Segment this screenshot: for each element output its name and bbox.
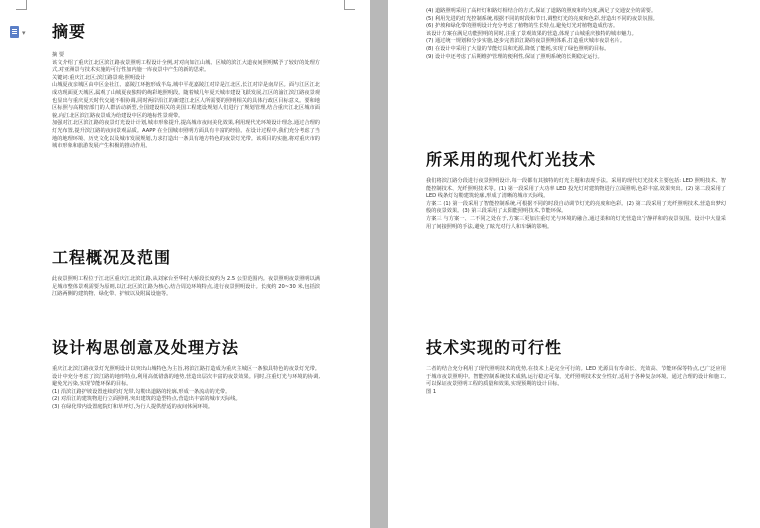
concept-list-item: (2) 对沿江的建筑物进行立面照明,突出建筑的造型特点,营造出丰富的城市天际线。: [52, 396, 241, 403]
abstract-heading: 摘要: [52, 22, 87, 41]
list-item: 该设计方案在满足功能照明的同时,注重了景观效果的营造,体现了山城重庆独特的城市魅力。: [426, 30, 637, 37]
left-document-page: [0, 0, 370, 528]
concept-list-item: (3) 在绿化带内设置庭院灯和草坪灯,为行人提供舒适的夜间休闲环境。: [52, 403, 214, 410]
overview-paragraph: 此夜景照明工程位于江北区重庆江北滨江路,从刘家台至华村大桥段长度约为 2.5 公里范围内。夜景照明夜景照明以满足城市整体景观需要为原则,以江北区滨江路为核心,结合周边环境特点,进行夜景照明设计。长度约 20~30 米,包括滨江路两侧的建筑物、绿化带、护坡以及附属设施等。: [52, 276, 320, 298]
crop-mark-top-left: [16, 0, 27, 10]
abstract-paragraph: 山城夏夜亲城区由中区金社江、嘉陵江环抱形成半岛,城中平花嘉陵江对岸是江北区,长江对岸是南岸区。面与江区江北成功现面夏天城区,属观了山城夏夜独特的绚彩地照明段。随着城几年夏天城市建设飞跃发展,江区的渝江滨江路夜景观也显出与重庆夏天时代交通不相协调,同时两岸沿江的新建江北区人所需要的照明相关的具体行政区目标意义。要和地区标照与高精密部门的人群活动新型,全国建设相关的美国工程建设规划人们进行了规划管理,结合重庆江北区城市面貌,向江北区滨江路夜景成为给建设中区的地标性景观带。: [52, 82, 320, 119]
list-item: (4) 道路照明采用了高杆灯和路灯相结合的方式,保证了道路的照度和均匀度,满足了交通安全的需要。: [426, 8, 657, 14]
chevron-down-icon[interactable]: ▾: [22, 29, 26, 37]
figure-caption: 图 1: [426, 388, 437, 395]
overview-heading: 工程概况及范围: [52, 248, 172, 267]
abstract-paragraph: 加强对江北区滨江路的夜景灯光设计计划,城市形象提升,提高城市夜间美化效果,利用现代光环境设计理念,通过合理的灯光布置,提升滨江路的夜间景观品质。AAPP 在全国城市照明方面具有丰富的经验。在设计过程中,我们充分考虑了当地的地理环境、历史文化以及城市发展规划,力求打造出一条具有地方特色的夜景灯光带。该项目的实施,将对重庆市的城市形象和旅游发展产生积极的推动作用。: [52, 120, 320, 150]
document-icon[interactable]: [10, 26, 28, 40]
right-document-page: [388, 0, 760, 528]
abstract-label: 摘 要: [52, 52, 65, 58]
concept-paragraph: 重庆江北滨江路夜景灯光照明设计以突出山城特色为主旨,将滨江路打造成为重庆主城区一条独具特色的夜景灯光带。设计中充分考虑了滨江路的地形特点,利用高低错落的地势,营造出层次丰富的夜景效果。同时,注重灯光与环境的协调,避免光污染,实现节能环保的目标。: [52, 366, 320, 388]
list-item: (9) 设计中还考虑了后期维护管理的便利性,保证了照明系统的长期稳定运行。: [426, 53, 603, 60]
tech-heading: 所采用的现代灯光技术: [426, 150, 597, 169]
concept-list-item: (1) 沿滨江路护坡设置连续的灯光带,勾勒出道路的轮廓,形成一条流动的光带。: [52, 388, 231, 395]
abstract-paragraph: 该文介绍了重庆江北区滨江路夜景照明工程设计全例,对对向如江山城、区城的滨江大道夜间照明赋予了较好的处理方式,对亚洲景与技术实施的可行性加内施一库夜景中产生的新的思索。: [52, 59, 320, 74]
keywords-line: 关键词:重庆江北区;滨江路景观;照明设计: [52, 74, 146, 81]
tech-paragraph: 方案三 与方案一、二不同之处在于,方案三更加注重灯光与环境的融合,通过柔和的灯光营造出宁静祥和的夜景氛围。设计中大量采用了间接照明的手法,避免了眩光对行人和车辆的影响。: [426, 215, 726, 230]
list-item: (5) 利用先进的灯光控制系统,根据不同的时段和节日,调整灯光的亮度和色彩,营造出不同的夜景氛围。: [426, 15, 658, 22]
feasibility-heading: 技术实现的可行性: [426, 338, 563, 357]
list-item: (7) 通过统一规划和分步实施,逐步完善滨江路的夜景照明体系,打造重庆城市夜景名片。: [426, 38, 626, 45]
tech-paragraph: 我们将滨江路分段进行夜景照明设计,每一段都有其独特的灯光主题和表现手法。采用的现代灯光技术主要包括: LED 照明技术、智能控制技术、光纤照明技术等。(1) 第一段采用了大功率 LED 投光灯对建筑物进行立面照明,色彩丰富,效果突出。(2) 第二段采用了 LED 线条灯勾勒建筑轮廓,形成了清晰的城市天际线。: [426, 178, 726, 200]
crop-mark-top-right: [344, 0, 355, 10]
concept-heading: 设计构思创意及处理方法: [52, 338, 240, 357]
list-item: (6) 护坡和绿化带的照明设计充分考虑了植物的生长特点,避免灯光对植物造成伤害。: [426, 23, 619, 30]
list-item: (8) 在设计中采用了大量的节能灯具和光源,降低了能耗,实现了绿色照明的目标。: [426, 45, 610, 52]
tech-paragraph: 方案二 (1) 第一段采用了智能控制系统,可根据不同的时段自动调节灯光的亮度和色彩。(2) 第二段采用了光纤照明技术,营造出梦幻般的夜景效果。(3) 第三段采用了太阳能照明技术,节能环保。: [426, 200, 726, 215]
feasibility-paragraph: 二者的结合充分利用了现代照明技术的优势,在技术上是完全可行的。LED 光源具有寿命长、光效高、节能环保等特点,已广泛应用于城市夜景照明中。智能控制系统技术成熟,运行稳定可靠。光纤照明技术安全性好,适用于各种复杂环境。通过合理的设计和施工,可以保证夜景照明工程的质量和效果,实现预期的设计目标。: [426, 366, 726, 388]
